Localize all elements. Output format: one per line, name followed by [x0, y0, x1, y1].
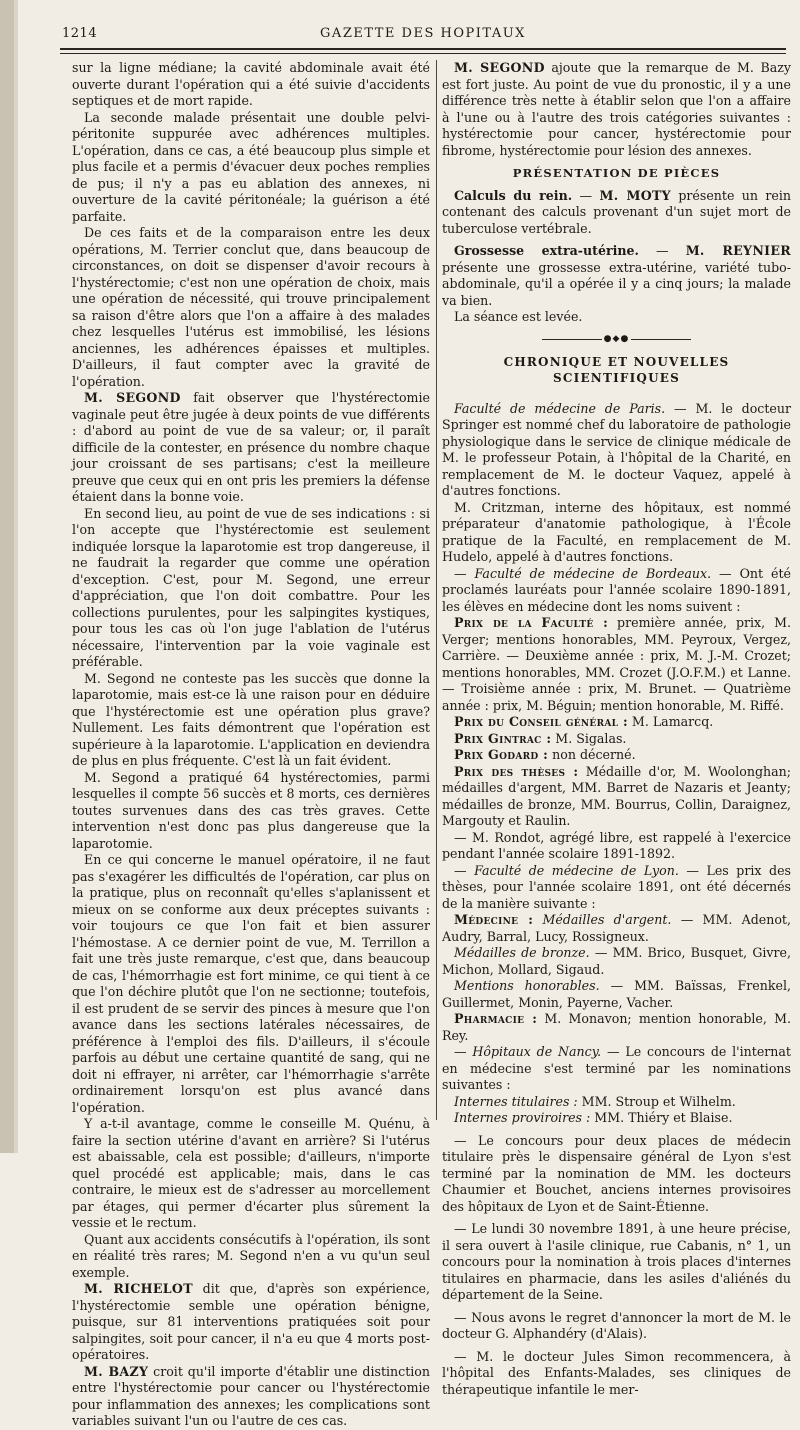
- paragraph-nancy: — Hôpitaux de Nancy. — Le concours de l'internat en médecine s'est terminé par les nominations suivantes :: [442, 1044, 791, 1092]
- item-label: Prix du Conseil général :: [454, 714, 628, 729]
- paragraph: La seconde malade présentait une double pelvi-péritonite suppurée avec adhérences multiples. L'opération, dans ce cas, a été beaucoup plus simple et plus facile et a permis d'évacuer deux poches remplies de pus; il n'y a pas eu ablation des annexes, ni ouverture de la cavité péritonéale; la guérison a été parfaite.: [72, 109, 430, 224]
- speaker-name: M. MOTY: [599, 187, 671, 203]
- paragraph-text: croit qu'il importe d'établir une distinction entre l'hystérectomie pour cancer ou l'hystérectomie pour inflammation des annexes; les complications sont variables suivant l'un ou l'autre de ces cas.: [72, 1363, 430, 1428]
- paragraph-prix-theses: [442, 764, 791, 830]
- item-label: Prix des thèses :: [454, 763, 579, 779]
- item-sublabel: Internes titulaires :: [454, 1093, 578, 1109]
- item-label: Médecine :: [454, 912, 534, 927]
- item-label: Hôpitaux de Nancy.: [472, 1044, 602, 1059]
- page-number: 1214: [62, 26, 98, 41]
- paragraph-bordeaux: — Faculté de médecine de Bordeaux. — Ont été proclamés lauréats pour l'année scolaire 1890-1891, les élèves en médecine dont les noms suivent :: [442, 565, 791, 614]
- page-binding-shadow: [14, 0, 18, 1153]
- paragraph-text: — Ont été proclamés lauréats pour l'année scolaire 1890-1891, les élèves en médecine dont les noms suivent :: [442, 565, 791, 614]
- paragraph-text: — MM. Baïssas, Frenkel, Guillermet, Monin, Payerne, Vacher.: [442, 978, 791, 1010]
- paragraph: Y a-t-il avantage, comme le conseille M. Quénu, à faire la section utérine d'avant en arrière? Si l'utérus est abaissable, cela est possible; d'ailleurs, n'importe quel procédé est applicable; mais, dans le cas contraire, le mieux est de s'adresser au morcellement par étages, qui permer d'écarter plus sûrement la vessie et le rectum.: [72, 1116, 430, 1230]
- paragraph: — Nous avons le regret d'annoncer la mort de M. le docteur G. Alphandéry (d'Alais).: [442, 1309, 791, 1341]
- paragraph-text: Médaille d'or, M. Woolonghan; médailles d'argent, MM. Barret de Nazaris et Jeanty; médailles de bronze, MM. Bourrus, Collin, Daraignez, Margouty et Raulin.: [442, 763, 791, 828]
- paragraph-prix-faculte: [442, 615, 791, 714]
- paragraph: sur la ligne médiane; la cavité abdominale avait été ouverte durant l'opération qui a été suivie d'accidents septiques et de mort rapide.: [72, 60, 430, 108]
- section-heading-chronique: CHRONIQUE ET NOUVELLES SCIENTIFIQUES: [503, 354, 730, 385]
- item-sublabel: Internes proviroires :: [454, 1110, 591, 1125]
- paragraph: En ce qui concerne le manuel opératoire, il ne faut pas s'exagérer les difficultés de l'opération, car plus on la pratique, plus on reconnaît qu'elles s'aplanissent et mieux on se conforme aux deux préceptes suivants : voir toujours ce que l'on fait et bien assurer l'hémostase. A ce dernier point de vue, M. Terrillon a fait une très juste remarque, c'est que, dans beaucoup de cas, l'hémorrhagie est fort minime, ce qui tient à ce que l'on déchire plutôt que l'on ne sectionne; toutefois, il est prudent de se servir des pinces à mesure que l'on avance dans les sections latérales nécessaires, de préférence à l'emploi des fils. D'ailleurs, il s'écoule parfois au début une certaine quantité de sang, qui ne doit ni effrayer, ni arrêter, car l'hémorrhagie s'arrête ordinairement lorsqu'on est plus avancé dans l'opération.: [72, 852, 430, 1115]
- page-header: [60, 24, 786, 48]
- ornament-line: [542, 339, 602, 340]
- column-divider: [436, 60, 437, 1120]
- paragraph-paris: [442, 401, 791, 500]
- paragraph-prix-gintrac: [442, 731, 791, 748]
- paragraph-text: MM. Stroup et Wilhelm.: [581, 1093, 736, 1109]
- paragraph-text: — MM. Adenot, Audry, Barral, Lucy, Rossigneux.: [442, 912, 791, 944]
- header-rule-thick: [60, 48, 786, 50]
- paragraph-text: M. Lamarcq.: [631, 714, 714, 729]
- paragraph: M. Segond ne conteste pas les succès que donne la laparotomie, mais est-ce là une raison pour en déduire que l'hystérectomie est une opération plus grave? Nullement. Les faits démontrent que l'opération est supérieure à la laparotomie. L'application en deviendra de plus en plus fréquente. C'est là un fait évident.: [72, 670, 430, 768]
- paragraph-text: — Les prix des thèses, pour l'année scolaire 1891, ont été décernés de la manière suivante :: [442, 862, 791, 911]
- ornament-line: [631, 339, 691, 340]
- item-sublabel: Médailles de bronze.: [454, 945, 590, 960]
- paragraph-text: — MM. Brico, Busquet, Givre, Michon, Mollard, Sigaud.: [442, 945, 791, 977]
- item-sublabel: Médailles d'argent.: [542, 912, 672, 927]
- paragraph-prix-conseil: [442, 714, 791, 731]
- paragraph-bazy: [72, 1364, 430, 1430]
- page-binding-edge: [0, 0, 14, 1153]
- item-label: Faculté de médecine de Bordeaux.: [474, 565, 712, 581]
- paragraph: — M. Rondot, agrégé libre, est rappelé à l'exercice pendant l'année scolaire 1891-1892.: [442, 829, 791, 861]
- speaker-name: M. SEGOND: [84, 390, 181, 405]
- paragraph-segond-reply: [442, 60, 791, 159]
- item-label: Pharmacie :: [454, 1011, 538, 1026]
- paragraph: — Le lundi 30 novembre 1891, à une heure précise, il sera ouvert à l'asile clinique, rue Cabanis, n° 1, un concours pour la nomination à trois places d'internes titulaires en pharmacie, dans les asiles d'aliénés du département de la Seine.: [442, 1221, 791, 1302]
- left-column: [72, 60, 430, 1430]
- item-label: Prix Godard :: [454, 747, 549, 762]
- paragraph-text: présente un rein contenant des calculs provenant d'un sujet mort de tuberculose vertébrale.: [442, 187, 792, 236]
- paragraph-richelot: [72, 1281, 430, 1364]
- paragraph: Quant aux accidents consécutifs à l'opération, ils sont en réalité très rares; M. Segond n'en a vu qu'un seul exemple.: [72, 1231, 430, 1280]
- header-rule-thin: [60, 53, 786, 54]
- seance-closing: La séance est levée.: [454, 309, 583, 324]
- section-ornament: [442, 334, 791, 346]
- paragraph-mentions: [442, 978, 791, 1011]
- paragraph: — Le concours pour deux places de médecin titulaire près le dispensaire général de Lyon s'est terminé par la nomination de MM. les docteurs Chaumier et Bouchet, anciens internes provisoires des hôpitaux de Lyon et de Saint-Étienne.: [442, 1132, 791, 1214]
- paragraph-titulaires: [442, 1094, 791, 1111]
- speaker-name: M. REYNIER: [685, 243, 791, 258]
- paragraph: En second lieu, au point de vue de ses indications : si l'on accepte que l'hystérectomie est seulement indiquée lorsque la laparotomie est trop dangereuse, il ne faudrait la regarder que comme une opération d'exception. C'est, pour M. Segond, une erreur d'appréciation, que l'on doit combattre. Pour les collections purulentes, pour les salpingites kystiques, pour tous les cas où l'on juge l'ablation de l'utérus nécessaire, l'intervention par la voie vaginale est préférable.: [72, 505, 430, 669]
- item-label: Prix de la Faculté :: [454, 615, 609, 630]
- paragraph-text: ajoute que la remarque de M. Bazy est fort juste. Au point de vue du pronostic, il y a une différence très nette à établir selon que l'on a affaire à l'une ou à l'autre des trois catégories suivantes : hystérectomie pour cancer, hystérectomie pour fibrome, hystérectomie pour lésion des annexes.: [442, 60, 792, 158]
- item-sublabel: Mentions honorables.: [454, 978, 600, 993]
- paragraph-text: M. Monavon; mention honorable, M. Rey.: [442, 1011, 791, 1043]
- paragraph: M. Segond a pratiqué 64 hystérectomies, parmi lesquelles il compte 56 succès et 8 morts, ces dernières toutes survenues dans des cas très graves. Cette intervention n'est donc pas plus dangereuse que la laparotomie.: [72, 769, 430, 851]
- ornament-dots: ●◆●: [603, 334, 630, 345]
- paragraph-text: MM. Thiéry et Blaise.: [594, 1110, 733, 1125]
- paragraph-bronze: [442, 945, 791, 978]
- paragraph-segond: [72, 390, 430, 506]
- paragraph: M. Critzman, interne des hôpitaux, est nommé préparateur d'anatomie pathologique, à l'École pratique de la Faculté, en remplacement de M. Hudelo, appelé à d'autres fonctions.: [442, 499, 791, 564]
- paragraph-text: première année, prix, M. Verger; mentions honorables, MM. Peyroux, Vergez, Carrière. — Deuxième année : prix, M. J.-M. Crozet; mentions honorables, MM. Crozet (J.O.F.M.) et Lanne. — Troisième année : prix, M. Brunet. — Quatrième année : prix, M. Béguin; mention honorable, M. Riffé.: [442, 615, 791, 713]
- paragraph-text: — M. le docteur Springer est nommé chef du laboratoire de pathologie physiologique dans le service de clinique médicale de M. le professeur Potain, à l'hôpital de la Charité, en remplacement de M. le docteur Vaquez, appelé à d'autres fonctions.: [442, 400, 791, 498]
- item-label: Faculté de médecine de Lyon.: [474, 862, 679, 878]
- paragraph: — M. le docteur Jules Simon recommencera, à l'hôpital des Enfants-Malades, ses cliniques de thérapeutique infantile le mer-: [442, 1348, 791, 1397]
- paragraph-medecine: [442, 912, 791, 945]
- speaker-name: M. BAZY: [84, 1363, 149, 1379]
- paragraph-provisoires: [442, 1110, 791, 1127]
- journal-title: GAZETTE DES HOPITAUX: [320, 26, 526, 41]
- paragraph-text: présente une grossesse extra-utérine, variété tubo-abdominale, qu'il a opérée il y a cinq jours; la malade va bien.: [442, 259, 791, 308]
- paragraph-lyon: — Faculté de médecine de Lyon. — Les prix des thèses, pour l'année scolaire 1891, ont été décernés de la manière suivante :: [442, 862, 791, 911]
- item-label: Faculté de médecine de Paris.: [454, 400, 666, 416]
- paragraph-text: non décerné.: [552, 747, 636, 762]
- speaker-name: M. RICHELOT: [84, 1281, 193, 1296]
- paragraph-text: dit que, d'après son expérience, l'hystérectomie semble une opération bénigne, puisque, sur 81 interventions pratiquées soit pour salpingites, soit pour cancer, il n'a eu que 4 morts post-opératoires.: [72, 1281, 430, 1362]
- paragraph-text: fait observer que l'hystérectomie vaginale peut être jugée à deux points de vue différents : d'abord au point de vue de sa valeur; or, il paraît difficile de la contester, en présence du nombre chaque jour croissant de ses partisans; c'est la meilleure preuve que ceux qui en ont pris les premiers la défense étaient dans la bonne voie.: [72, 390, 430, 504]
- paragraph-grossesse: Grossesse extra-utérine. — M. REYNIER présente une grossesse extra-utérine, variété tubo-abdominale, qu'il a opérée il y a cinq jours; la malade va bien.: [442, 243, 791, 308]
- item-title: Calculs du rein.: [454, 187, 573, 203]
- paragraph: De ces faits et de la comparaison entre les deux opérations, M. Terrier conclut que, dans beaucoup de circonstances, on doit se dispenser d'avoir recours à l'hystérectomie; c'est non une opération de choix, mais une opération de nécessité, qui trouve principalement sa raison d'être alors que l'on a affaire à des malades chez lesquelles l'utérus est immobilisé, les lésions anciennes, les adhérences épaisses et multiples. D'ailleurs, il faut compter avec la gravité de l'opération.: [72, 225, 430, 389]
- right-column: [442, 60, 791, 1398]
- item-title: Grossesse extra-utérine.: [454, 243, 639, 258]
- speaker-name: M. SEGOND: [454, 60, 545, 75]
- paragraph-prix-godard: [442, 747, 791, 764]
- item-label: Prix Gintrac :: [454, 730, 552, 746]
- paragraph-text: — Le concours de l'internat en médecine s'est terminé par les nominations suivantes :: [442, 1044, 791, 1092]
- paragraph-pharmacie: [442, 1011, 791, 1044]
- paragraph-text: M. Sigalas.: [555, 730, 627, 746]
- paragraph-calculs: Calculs du rein. — M. MOTY présente un rein contenant des calculs provenant d'un sujet mort de tuberculose vertébrale.: [442, 187, 792, 236]
- section-heading-pieces: PRÉSENTATION DE PIÈCES: [512, 166, 721, 180]
